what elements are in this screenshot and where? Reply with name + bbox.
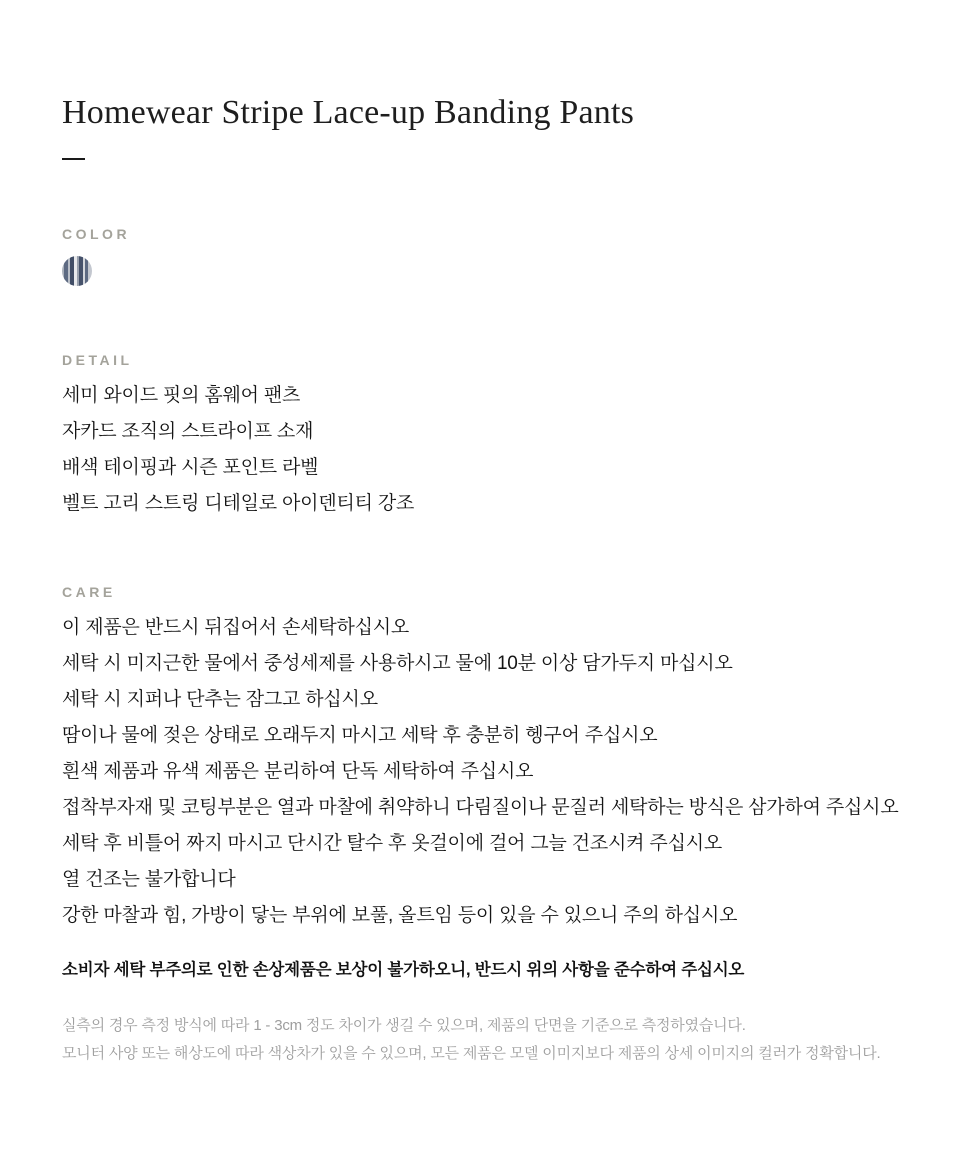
care-line: 세탁 후 비틀어 짜지 마시고 단시간 탈수 후 옷걸이에 걸어 그늘 건조시켜 주십시오	[62, 833, 723, 854]
detail-line: 벨트 고리 스트링 디테일로 아이덴티티 강조	[62, 493, 415, 514]
detail-section-label: DETAIL	[62, 352, 133, 368]
detail-line: 세미 와이드 핏의 홈웨어 팬츠	[62, 385, 301, 406]
detail-section	[62, 352, 930, 522]
color-section-label: COLOR	[62, 226, 131, 242]
color-section	[62, 226, 930, 286]
care-lines	[62, 610, 930, 934]
color-swatch-navy-stripe[interactable]	[62, 256, 92, 286]
care-section	[62, 584, 930, 980]
care-line: 세탁 시 지퍼나 단추는 잠그고 하십시오	[62, 689, 378, 710]
care-line: 열 건조는 불가합니다	[62, 869, 236, 890]
detail-lines	[62, 378, 930, 522]
disclaimer	[62, 1012, 930, 1068]
care-line: 세탁 시 미지근한 물에서 중성세제를 사용하시고 물에 10분 이상 담가두지 마십시오	[62, 653, 733, 674]
detail-line: 배색 테이핑과 시즌 포인트 라벨	[62, 457, 319, 478]
title-divider	[62, 158, 85, 160]
care-line: 강한 마찰과 힘, 가방이 닿는 부위에 보풀, 올트임 등이 있을 수 있으니 주의 하십시오	[62, 905, 738, 926]
disclaimer-line: 실측의 경우 측정 방식에 따라 1 - 3cm 정도 차이가 생길 수 있으며, 제품의 단면을 기준으로 측정하였습니다.	[62, 1017, 746, 1034]
care-line: 땀이나 물에 젖은 상태로 오래두지 마시고 세탁 후 충분히 헹구어 주십시오	[62, 725, 658, 746]
care-warning: 소비자 세탁 부주의로 인한 손상제품은 보상이 불가하오니, 반드시 위의 사항을 준수하여 주십시오	[62, 961, 745, 979]
care-line: 이 제품은 반드시 뒤집어서 손세탁하십시오	[62, 617, 410, 638]
disclaimer-line: 모니터 사양 또는 해상도에 따라 색상차가 있을 수 있으며, 모든 제품은 모델 이미지보다 제품의 상세 이미지의 컬러가 정확합니다.	[62, 1045, 881, 1062]
page-title: Homewear Stripe Lace-up Banding Pants	[62, 94, 635, 131]
care-line: 흰색 제품과 유색 제품은 분리하여 단독 세탁하여 주십시오	[62, 761, 534, 782]
detail-line: 자카드 조직의 스트라이프 소재	[62, 421, 314, 442]
care-section-label: CARE	[62, 584, 116, 600]
care-line: 접착부자재 및 코팅부분은 열과 마찰에 취약하니 다림질이나 문질러 세탁하는 방식은 삼가하여 주십시오	[62, 797, 899, 818]
